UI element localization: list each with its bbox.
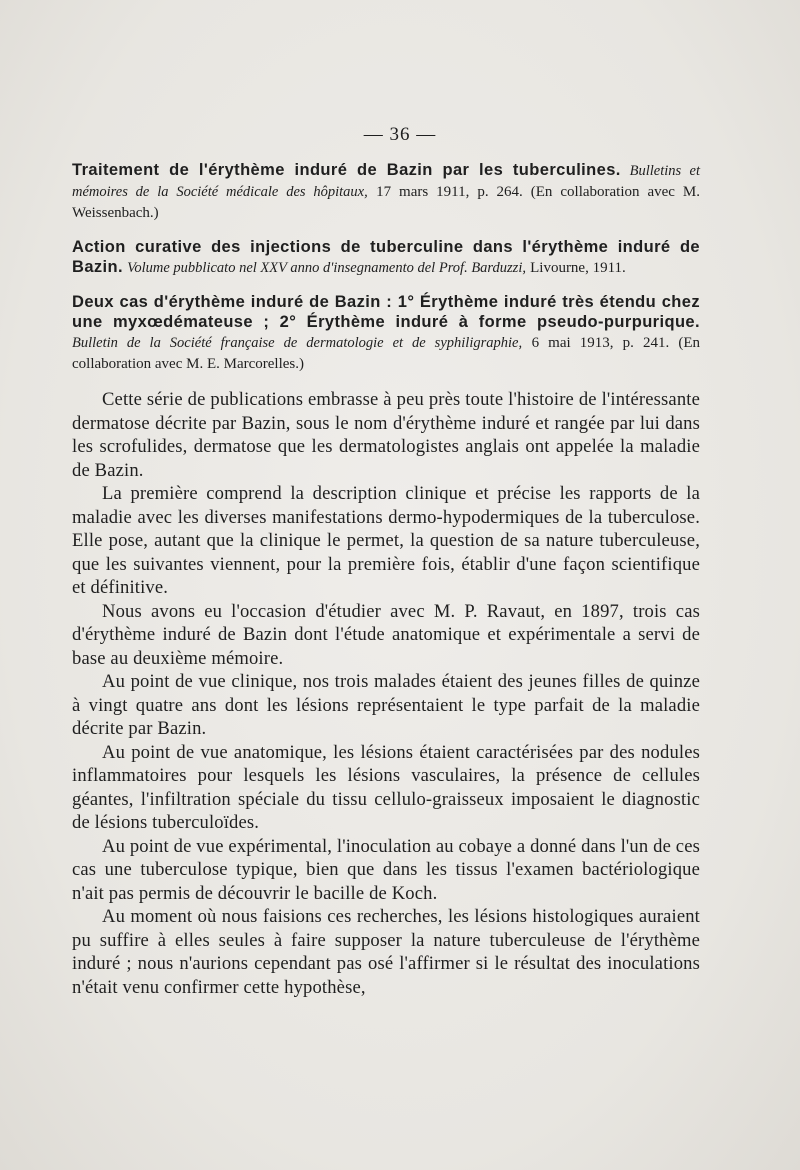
body-paragraph: Au point de vue expérimental, l'inoculation au cobaye a donné dans l'un de ces cas une tuberculose typique, bien que dans les tissus l'examen bactériologique n'ait pas permis de découvrir le bacille de Koch. [72, 835, 700, 904]
body-paragraph: Au moment où nous faisions ces recherches, les lésions histologiques auraient pu suffire à elles seules à faire supposer la nature tuberculeuse de l'érythème induré ; nous n'aurions cependant pas osé l'affirmer si le résultat des inoculations n'était venu confirmer cette hypothèse, [72, 906, 700, 998]
page-number: — 36 — [363, 124, 437, 145]
page-content [72, 160, 700, 999]
entry-details: 17 mars 1911, p. 264. (En collaboration avec M. Weissenbach.) [72, 184, 700, 221]
entry-details: Livourne, 1911. [530, 260, 626, 276]
bibliography-entry [72, 160, 700, 223]
bibliography-entry [72, 292, 700, 374]
body-paragraph: La première comprend la description clinique et précise les rapports de la maladie avec les diverses manifestations dermo-hypodermiques de la tuberculose. Elle pose, autant que la clinique le permet, la question de sa nature tuberculeuse, que les suivantes viennent, pour la première fois, établir d'une façon scientifique et définitive. [72, 483, 700, 598]
bibliography-list [72, 160, 700, 374]
entry-details: 6 mai 1913, p. 241. (En collaboration avec M. E. Marcorelles.) [72, 335, 700, 372]
entry-title: Deux cas d'érythème induré de Bazin : 1° Érythème induré très étendu chez une myxœdémateuse ; 2° Érythème induré à forme pseudo-purpurique. [72, 293, 700, 331]
entry-source: Volume pubblicato nel XXV anno d'insegnamento del Prof. Barduzzi, [127, 260, 526, 276]
body-paragraph: Cette série de publications embrasse à peu près toute l'histoire de l'intéressante dermatose décrite par Bazin, sous le nom d'érythème induré et rangée par lui dans les scrofulides, dermatose que les dermatologistes anglais ont appelée la maladie de Bazin. [72, 389, 700, 481]
body-paragraph: Au point de vue anatomique, les lésions étaient caractérisées par des nodules inflammatoires pour lesquels les lésions vasculaires, la présence de cellules géantes, l'infiltration spéciale du tissu cellulo-graisseux imposaient le diagnostic de lésions tuberculoïdes. [72, 741, 700, 833]
body-paragraph: Au point de vue clinique, nos trois malades étaient des jeunes filles de quinze à vingt quatre ans dont les lésions représentaient le type parfait de la maladie décrite par Bazin. [72, 671, 700, 739]
entry-title: Action curative des injections de tuberculine dans l'érythème induré de Bazin. [72, 238, 700, 276]
entry-source: Bulletins et mémoires de la Société médicale des hôpitaux, [72, 163, 700, 200]
body-paragraph: Nous avons eu l'occasion d'étudier avec M. P. Ravaut, en 1897, trois cas d'érythème induré de Bazin dont l'étude anatomique et expérimentale a servi de base au deuxième mémoire. [72, 600, 700, 669]
bibliography-entry [72, 237, 700, 278]
entry-title: Traitement de l'érythème induré de Bazin par les tuberculines. [72, 161, 621, 179]
entry-source: Bulletin de la Société française de dermatologie et de syphiligraphie, [72, 335, 523, 351]
